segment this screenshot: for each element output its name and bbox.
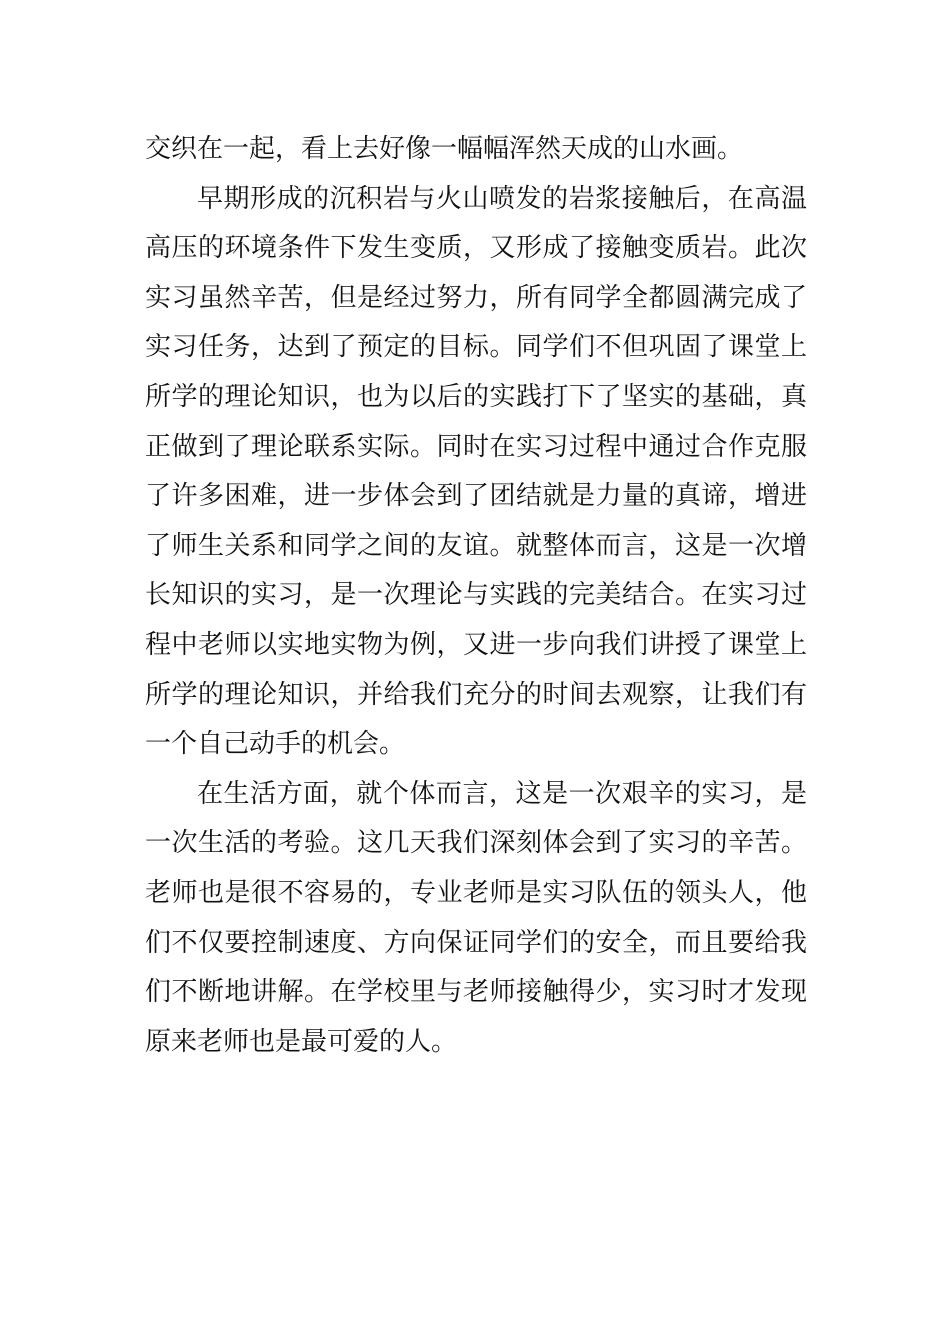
text-line: 一个自己动手的机会。 — [145, 729, 406, 760]
paragraph-first-line: 早期形成的沉积岩与火山喷发的岩浆接触后，在高温 — [197, 183, 807, 214]
document-body — [145, 125, 807, 1067]
text-line: 们不断地讲解。在学校里与老师接触得少，实习时才发现 — [145, 977, 807, 1008]
text-line: 长知识的实习，是一次理论与实践的完美结合。在实习过 — [145, 580, 807, 611]
text-line: 了许多困难，进一步体会到了团结就是力量的真谛，增进 — [145, 481, 807, 512]
text-line: 正做到了理论联系实际。同时在实习过程中通过合作克服 — [145, 431, 807, 462]
text-line: 实习任务，达到了预定的目标。同学们不但巩固了课堂上 — [145, 332, 807, 363]
text-line: 实习虽然辛苦，但是经过努力，所有同学全都圆满完成了 — [145, 282, 807, 313]
text-line: 原来老师也是最可爱的人。 — [145, 1026, 458, 1057]
text-line: 高压的环境条件下发生变质，又形成了接触变质岩。此次 — [145, 233, 807, 264]
text-line: 老师也是很不容易的，专业老师是实习队伍的领头人，他 — [145, 877, 807, 908]
text-line: 所学的理论知识，也为以后的实践打下了坚实的基础，真 — [145, 381, 807, 412]
text-line: 交织在一起，看上去好像一幅幅浑然天成的山水画。 — [145, 134, 744, 164]
text-line: 程中老师以实地实物为例，又进一步向我们讲授了课堂上 — [145, 629, 807, 660]
text-line: 们不仅要控制速度、方向保证同学们的安全，而且要给我 — [145, 927, 807, 958]
text-line: 一次生活的考验。这几天我们深刻体会到了实习的辛苦。 — [145, 828, 807, 859]
text-line: 了师生关系和同学之间的友谊。就整体而言，这是一次增 — [145, 530, 807, 561]
paragraph-first-line: 在生活方面，就个体而言，这是一次艰辛的实习，是 — [197, 778, 807, 809]
text-line: 所学的理论知识，并给我们充分的时间去观察，让我们有 — [145, 679, 807, 710]
